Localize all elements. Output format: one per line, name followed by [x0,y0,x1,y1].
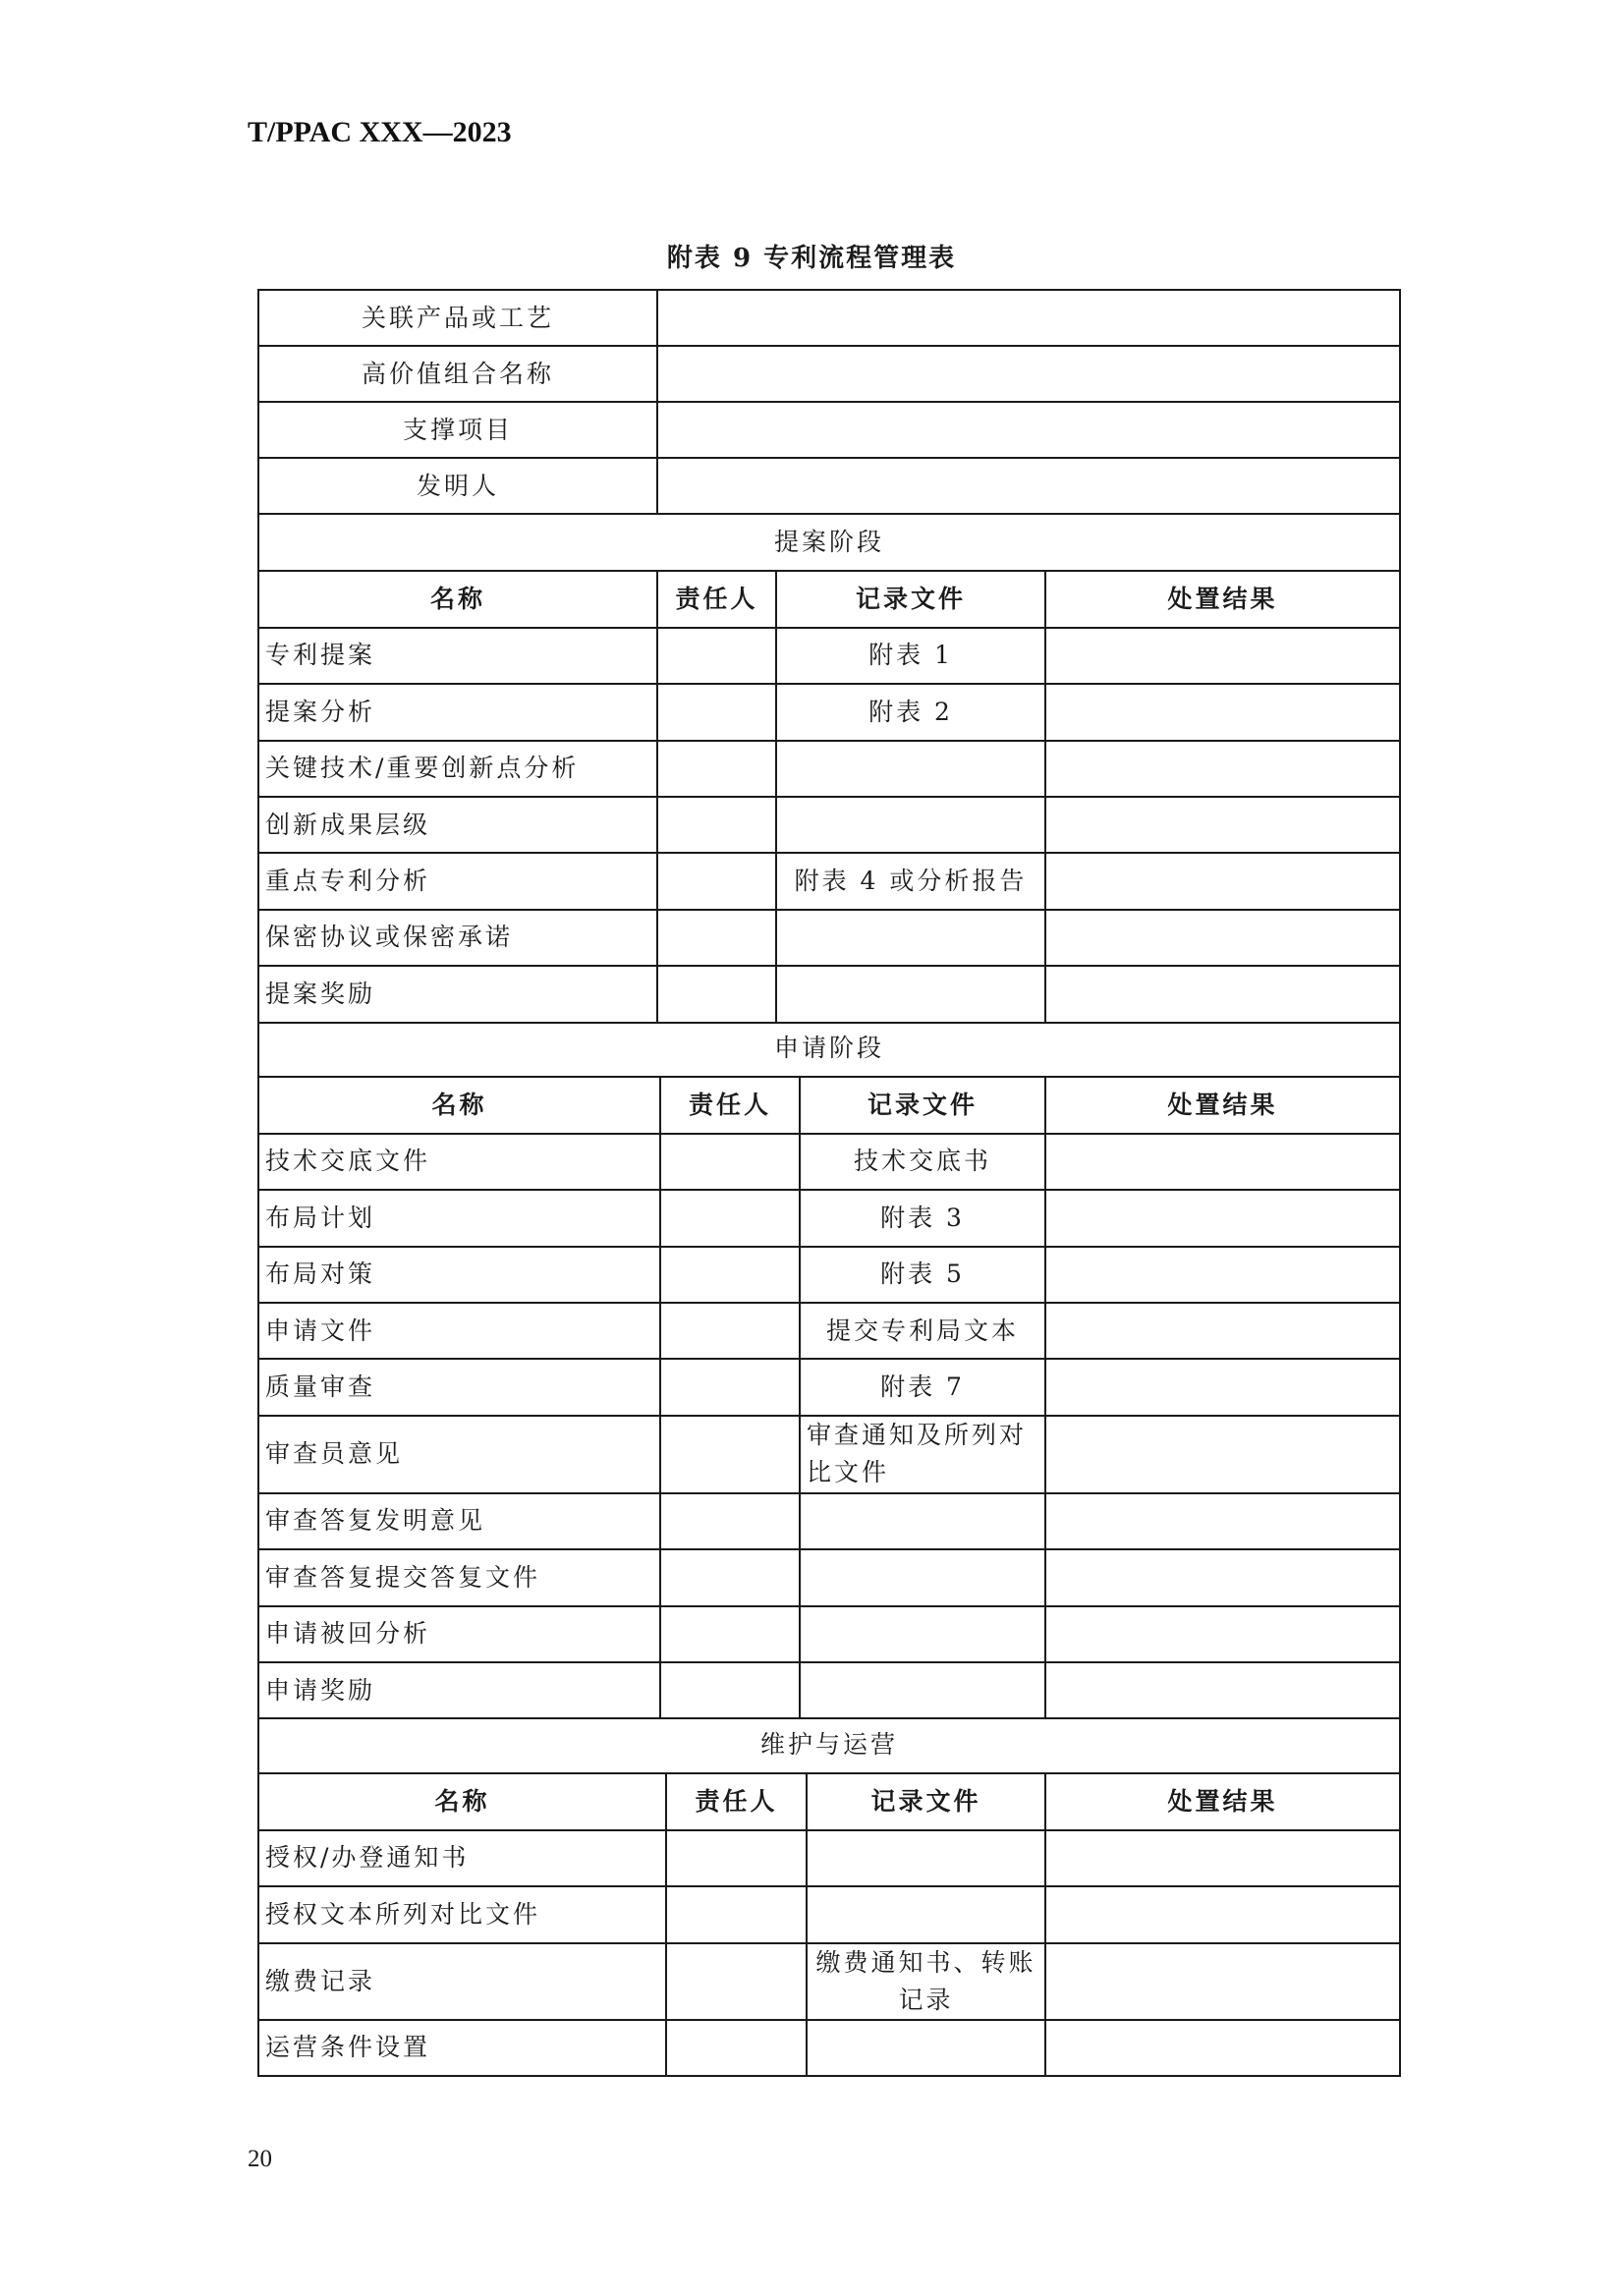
table-row [258,1549,1400,1605]
table-row [258,346,1400,402]
section-title-row [258,515,1400,571]
row-result [1045,853,1400,909]
table-row [258,966,1400,1022]
section-title-row [258,1717,1400,1773]
col-owner-header: 责任人 [666,1773,807,1829]
info-value [657,346,1400,402]
row-record [800,1493,1045,1549]
info-table [257,289,1401,515]
row-name: 运营条件设置 [258,2020,666,2076]
table-row [258,1416,1400,1493]
info-label: 高价值组合名称 [258,346,657,402]
row-owner [660,1549,800,1605]
row-result [1045,1134,1400,1190]
table-row [258,458,1400,514]
row-record: 提交专利局文本 [800,1303,1045,1359]
row-result [1045,741,1400,797]
col-name-header: 名称 [258,1077,660,1133]
section-title: 维护与运营 [258,1717,1400,1773]
row-name: 授权文本所列对比文件 [258,1886,666,1942]
row-owner [660,1416,800,1493]
row-name: 布局对策 [258,1247,660,1303]
row-name: 审查答复提交答复文件 [258,1549,660,1605]
table-row [258,853,1400,909]
page-number: 20 [248,2146,272,2172]
row-result [1045,1830,1400,1886]
row-owner [657,628,776,684]
table-row [258,628,1400,684]
table-row [258,2020,1400,2076]
table-row [258,1303,1400,1359]
table-row [258,1493,1400,1549]
row-name: 重点专利分析 [258,853,657,909]
row-record: 附表 3 [800,1190,1045,1246]
table-title: 附表 9 专利流程管理表 [666,244,957,273]
row-name: 申请文件 [258,1303,660,1359]
row-result [1045,2020,1400,2076]
row-owner [660,1134,800,1190]
application-stage-table [257,1021,1401,1719]
row-record [800,1606,1045,1662]
row-result [1045,1247,1400,1303]
table-row [258,797,1400,853]
col-name-header: 名称 [258,571,657,627]
table-row [258,1830,1400,1886]
row-result [1045,797,1400,853]
table-row [258,1134,1400,1190]
table-row [258,684,1400,740]
row-name: 关键技术/重要创新点分析 [258,741,657,797]
row-owner [660,1247,800,1303]
row-record: 附表 1 [776,628,1045,684]
row-name: 质量审查 [258,1359,660,1415]
row-owner [657,741,776,797]
table-row [258,290,1400,346]
row-owner [660,1359,800,1415]
row-owner [657,684,776,740]
col-record-header: 记录文件 [800,1077,1045,1133]
info-value [657,458,1400,514]
row-record: 审查通知及所列对比文件 [800,1416,1045,1493]
section-title: 申请阶段 [258,1021,1400,1077]
row-name: 申请奖励 [258,1662,660,1718]
proposal-stage-table [257,515,1401,1024]
col-result-header: 处置结果 [1045,571,1400,627]
table-row [258,1943,1400,2020]
row-record [800,1662,1045,1718]
row-name: 审查员意见 [258,1416,660,1493]
row-owner [657,910,776,966]
row-record [776,741,1045,797]
section-title-row [258,1021,1400,1077]
row-owner [666,1943,807,2020]
row-result [1045,1662,1400,1718]
row-name: 审查答复发明意见 [258,1493,660,1549]
row-result [1045,1943,1400,2020]
col-record-header: 记录文件 [807,1773,1045,1829]
table-row [258,1247,1400,1303]
row-name: 创新成果层级 [258,797,657,853]
row-owner [660,1493,800,1549]
info-label: 支撑项目 [258,402,657,458]
table-row [258,1886,1400,1942]
row-result [1045,1416,1400,1493]
row-record: 附表 4 或分析报告 [776,853,1045,909]
row-result [1045,1190,1400,1246]
row-name: 缴费记录 [258,1943,666,2020]
row-owner [657,966,776,1022]
row-result [1045,910,1400,966]
row-name: 授权/办登通知书 [258,1830,666,1886]
row-owner [657,853,776,909]
row-record [807,1886,1045,1942]
table-row [258,1359,1400,1415]
col-owner-header: 责任人 [657,571,776,627]
row-result [1045,1606,1400,1662]
table-row [258,1190,1400,1246]
maintenance-stage-table [257,1717,1401,2077]
table-row [258,1662,1400,1718]
row-name: 布局计划 [258,1190,660,1246]
row-name: 保密协议或保密承诺 [258,910,657,966]
col-name-header: 名称 [258,1773,666,1829]
row-name: 提案奖励 [258,966,657,1022]
row-record: 技术交底书 [800,1134,1045,1190]
row-owner [660,1662,800,1718]
section-title: 提案阶段 [258,515,1400,571]
info-label: 发明人 [258,458,657,514]
row-record [776,966,1045,1022]
row-name: 专利提案 [258,628,657,684]
row-owner [666,1886,807,1942]
row-name: 申请被回分析 [258,1606,660,1662]
column-header-row [258,571,1400,627]
info-value [657,290,1400,346]
info-label: 关联产品或工艺 [258,290,657,346]
row-owner [666,1830,807,1886]
row-name: 技术交底文件 [258,1134,660,1190]
info-value [657,402,1400,458]
row-result [1045,1359,1400,1415]
table-row [258,741,1400,797]
column-header-row [258,1773,1400,1829]
col-owner-header: 责任人 [660,1077,800,1133]
row-record: 附表 7 [800,1359,1045,1415]
col-result-header: 处置结果 [1045,1077,1400,1133]
row-record: 附表 5 [800,1247,1045,1303]
row-owner [660,1606,800,1662]
row-record: 附表 2 [776,684,1045,740]
table-row [258,1606,1400,1662]
document-code: T/PPAC XXX—2023 [248,116,512,148]
row-result [1045,1303,1400,1359]
row-owner [660,1190,800,1246]
table-row [258,402,1400,458]
row-record [800,1549,1045,1605]
row-record [807,1830,1045,1886]
row-record [807,2020,1045,2076]
row-result [1045,1549,1400,1605]
column-header-row [258,1077,1400,1133]
row-result [1045,1493,1400,1549]
row-owner [666,2020,807,2076]
row-record [776,910,1045,966]
row-record [776,797,1045,853]
row-owner [660,1303,800,1359]
row-owner [657,797,776,853]
row-record: 缴费通知书、转账记录 [807,1943,1045,2020]
table-row [258,910,1400,966]
col-record-header: 记录文件 [776,571,1045,627]
row-name: 提案分析 [258,684,657,740]
col-result-header: 处置结果 [1045,1773,1400,1829]
row-result [1045,628,1400,684]
row-result [1045,684,1400,740]
row-result [1045,966,1400,1022]
row-result [1045,1886,1400,1942]
